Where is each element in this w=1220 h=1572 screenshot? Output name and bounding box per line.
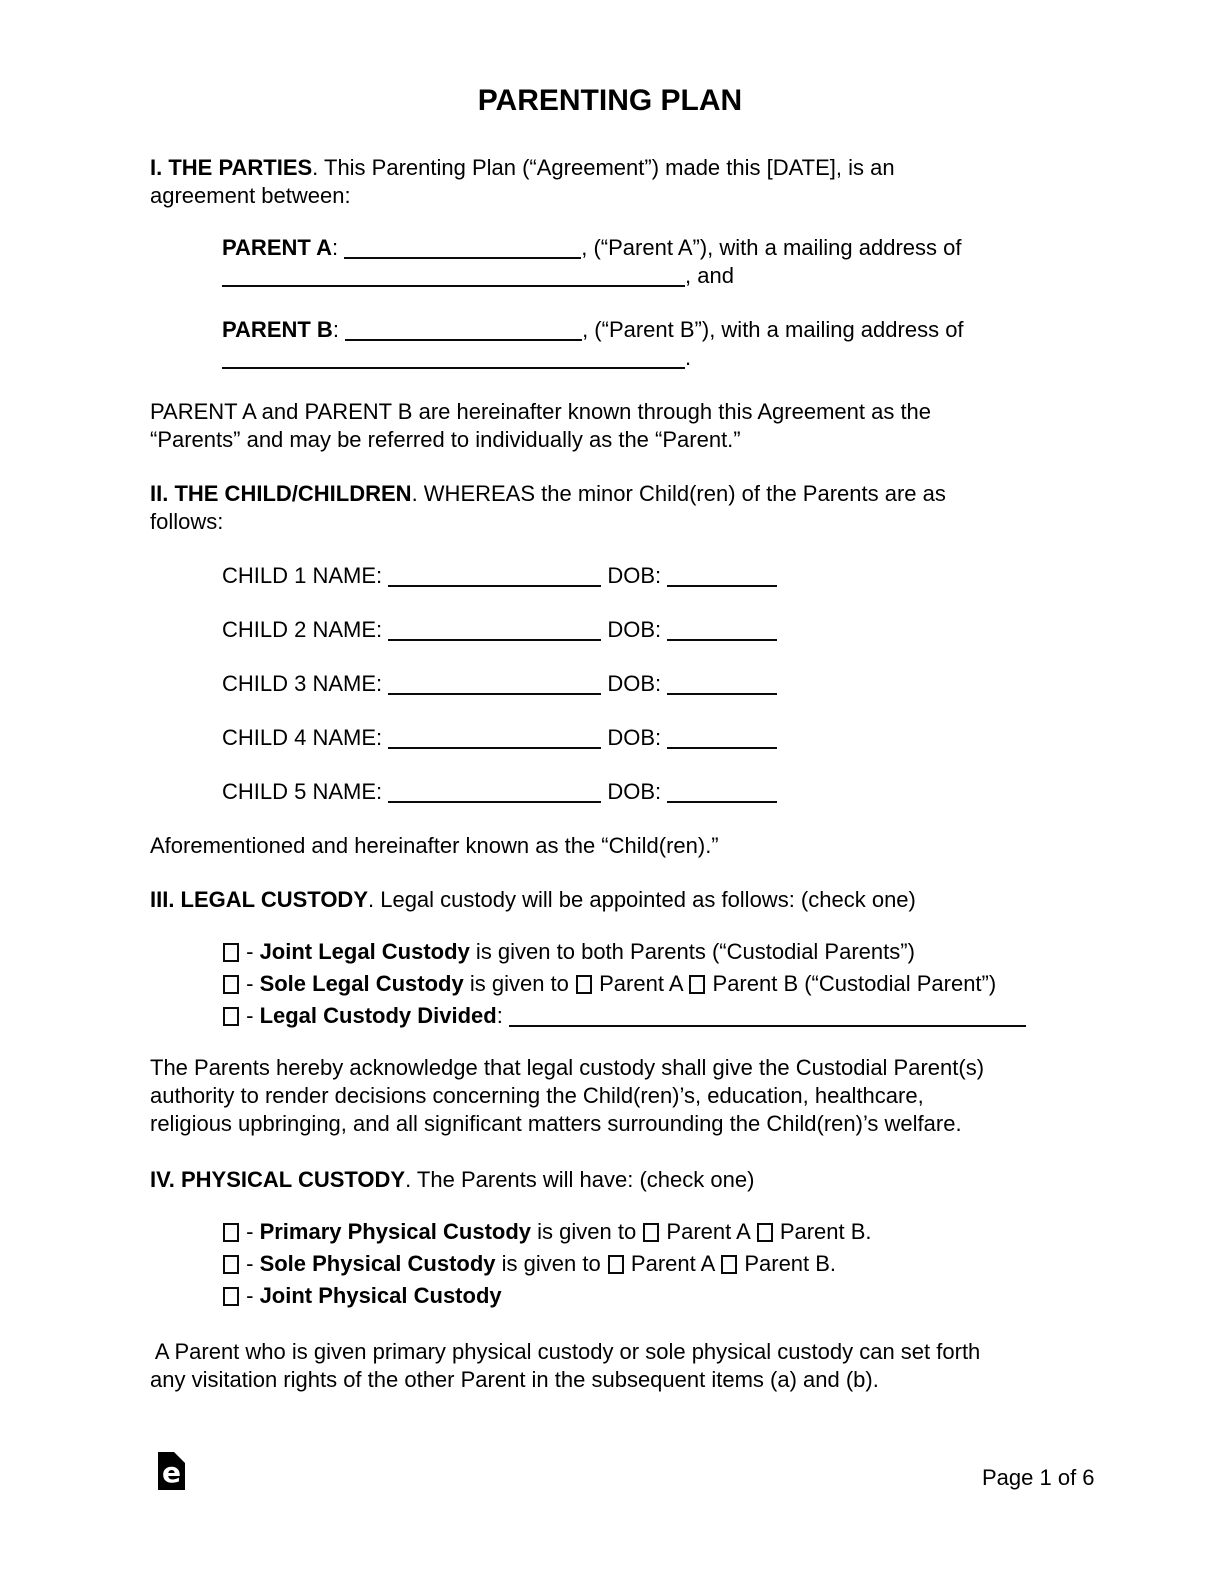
sole-physical-parent-a-checkbox[interactable] (608, 1255, 624, 1274)
child-4-dob-label: DOB: (601, 725, 668, 750)
child-2-name-label: CHILD 2 NAME: (222, 617, 389, 642)
parties-intro-text: . This Parenting Plan (“Agreement”) made this [DATE], is an (312, 155, 895, 180)
child-row-1 (222, 562, 1070, 590)
child-5-dob-label: DOB: (601, 779, 668, 804)
joint-physical-custody-label: Joint Physical Custody (259, 1283, 502, 1308)
parent-b-line1-text: , (“Parent B”), with a mailing address of (582, 317, 964, 342)
primary-physical-parent-b-checkbox[interactable] (757, 1223, 773, 1242)
legal-custody-divided-label: Legal Custody Divided (259, 1003, 497, 1028)
primary-physical-custody-label: Primary Physical Custody (259, 1219, 532, 1244)
physical-custody-note-line1: A Parent who is given primary physical custody or sole physical custody can set forth (150, 1339, 981, 1364)
legal-custody-option-sole (222, 968, 1070, 1000)
legal-custody-note-line2: authority to render decisions concerning the Child(ren)’s, education, healthcare, (150, 1083, 924, 1108)
child-row-5 (222, 778, 1070, 806)
children-heading: II. THE CHILD/CHILDREN (150, 481, 412, 506)
children-note-line: Aforementioned and hereinafter known as the “Child(ren).” (150, 833, 719, 858)
parties-intro-line2: agreement between: (150, 183, 351, 208)
dash-separator: - (240, 1003, 260, 1028)
child-list (150, 562, 1070, 806)
parent-a-address-blank[interactable] (222, 284, 685, 287)
dash-separator: - (240, 1251, 260, 1276)
legal-custody-note (150, 1054, 1070, 1138)
primary-physical-parent-a-text: Parent A (660, 1219, 756, 1244)
sole-physical-custody-label: Sole Physical Custody (259, 1251, 496, 1276)
child-row-4 (222, 724, 1070, 752)
parties-intro-line1 (150, 154, 1070, 182)
joint-legal-custody-text: is given to both Parents (“Custodial Parents”) (469, 939, 915, 964)
sole-physical-parent-a-text: Parent A (624, 1251, 721, 1276)
sole-physical-custody-checkbox[interactable] (223, 1255, 239, 1274)
physical-custody-heading: IV. PHYSICAL CUSTODY (150, 1167, 406, 1192)
physical-custody-option-primary (222, 1216, 1070, 1248)
child-2-name-blank[interactable] (388, 638, 601, 641)
parties-note-line2: “Parents” and may be referred to individually as the “Parent.” (150, 427, 741, 452)
primary-physical-parent-b-text: Parent B. (773, 1219, 872, 1244)
child-1-dob-blank[interactable] (667, 584, 777, 587)
child-1-name-label: CHILD 1 NAME: (222, 563, 389, 588)
child-3-dob-blank[interactable] (667, 692, 777, 695)
parent-b-block (222, 316, 1070, 372)
section-physical-custody-intro (150, 1166, 1070, 1194)
section-legal-custody-intro (150, 886, 1070, 914)
child-5-name-blank[interactable] (388, 800, 601, 803)
sole-legal-custody-label: Sole Legal Custody (259, 971, 464, 996)
child-5-name-label: CHILD 5 NAME: (222, 779, 389, 804)
parent-a-line2 (222, 262, 1070, 290)
child-4-dob-blank[interactable] (667, 746, 777, 749)
legal-custody-heading: III. LEGAL CUSTODY (150, 887, 368, 912)
child-2-dob-blank[interactable] (667, 638, 777, 641)
child-3-name-blank[interactable] (388, 692, 601, 695)
legal-custody-option-joint (222, 936, 1070, 968)
sole-legal-parent-a-checkbox[interactable] (576, 975, 592, 994)
dash-separator: - (240, 1283, 260, 1308)
legal-custody-intro-line (150, 886, 1070, 914)
physical-custody-option-joint (222, 1280, 1070, 1312)
joint-legal-custody-label: Joint Legal Custody (259, 939, 470, 964)
section-children-intro (150, 480, 1070, 536)
parent-a-block (222, 234, 1070, 290)
child-1-name-blank[interactable] (388, 584, 601, 587)
parent-a-line2-text: , and (685, 263, 734, 288)
parent-a-line1-text: , (“Parent A”), with a mailing address of (581, 235, 962, 260)
child-4-name-blank[interactable] (388, 746, 601, 749)
parent-b-label: PARENT B (222, 317, 333, 342)
legal-custody-note-line1: The Parents hereby acknowledge that legal custody shall give the Custodial Parent(s) (150, 1055, 985, 1080)
child-row-3 (222, 670, 1070, 698)
child-3-dob-label: DOB: (601, 671, 668, 696)
parent-b-line2 (222, 344, 1070, 372)
parent-b-colon: : (332, 317, 346, 342)
sole-legal-parent-b-text: Parent B (“Custodial Parent”) (706, 971, 997, 996)
sole-legal-parent-b-checkbox[interactable] (689, 975, 705, 994)
sole-physical-parent-b-text: Parent B. (738, 1251, 837, 1276)
primary-physical-parent-a-checkbox[interactable] (643, 1223, 659, 1242)
dash-separator: - (240, 939, 260, 964)
sole-legal-custody-text: is given to (463, 971, 575, 996)
children-intro-line2: follows: (150, 509, 224, 534)
sole-legal-custody-checkbox[interactable] (223, 975, 239, 994)
dash-separator: - (240, 1219, 260, 1244)
parent-a-name-blank[interactable] (344, 256, 581, 259)
parent-a-label: PARENT A (222, 235, 332, 260)
primary-physical-custody-text: is given to (531, 1219, 643, 1244)
joint-physical-custody-checkbox[interactable] (223, 1287, 239, 1306)
parent-b-line1 (222, 316, 1070, 344)
parties-note-line1: PARENT A and PARENT B are hereinafter known through this Agreement as the (150, 399, 932, 424)
child-row-2 (222, 616, 1070, 644)
parent-b-name-blank[interactable] (345, 338, 582, 341)
child-4-name-label: CHILD 4 NAME: (222, 725, 389, 750)
physical-custody-intro-line (150, 1166, 1070, 1194)
parent-b-address-blank[interactable] (222, 366, 685, 369)
primary-physical-custody-checkbox[interactable] (223, 1223, 239, 1242)
parties-note (150, 398, 1070, 454)
physical-custody-intro-text: . The Parents will have: (check one) (405, 1167, 755, 1192)
sole-physical-custody-text: is given to (495, 1251, 607, 1276)
parent-a-colon: : (332, 235, 345, 260)
child-1-dob-label: DOB: (601, 563, 668, 588)
legal-custody-divided-checkbox[interactable] (223, 1007, 239, 1026)
parties-heading: I. THE PARTIES (150, 155, 313, 180)
child-2-dob-label: DOB: (601, 617, 668, 642)
physical-custody-option-sole (222, 1248, 1070, 1280)
sole-physical-parent-b-checkbox[interactable] (721, 1255, 737, 1274)
sole-legal-parent-a-text: Parent A (593, 971, 689, 996)
children-intro-line1 (150, 480, 1070, 508)
child-3-name-label: CHILD 3 NAME: (222, 671, 389, 696)
physical-custody-options (222, 1216, 1070, 1312)
parent-b-line2-text: . (685, 345, 692, 370)
children-intro-text: . WHEREAS the minor Child(ren) of the Parents are as (411, 481, 946, 506)
legal-custody-divided-colon: : (496, 1003, 509, 1028)
page-title: PARENTING PLAN (477, 84, 743, 117)
dash-separator: - (240, 971, 260, 996)
physical-custody-note-line2: any visitation rights of the other Parent in the subsequent items (a) and (b). (150, 1367, 879, 1392)
legal-custody-options (222, 936, 1070, 1032)
physical-custody-note (150, 1338, 1070, 1394)
children-note (150, 832, 1070, 860)
parent-a-line1 (222, 234, 1070, 262)
joint-legal-custody-checkbox[interactable] (223, 943, 239, 962)
legal-custody-divided-blank[interactable] (509, 1024, 1026, 1027)
eforms-logo-icon (158, 1452, 185, 1490)
legal-custody-note-line3: religious upbringing, and all significant matters surrounding the Child(ren)’s welfare. (150, 1111, 962, 1136)
page-number: Page 1 of 6 (982, 1465, 1095, 1490)
legal-custody-intro-text: . Legal custody will be appointed as follows: (check one) (368, 887, 916, 912)
legal-custody-option-divided (222, 1000, 1070, 1032)
child-5-dob-blank[interactable] (667, 800, 777, 803)
logo-letter: e (162, 1456, 181, 1489)
section-parties-intro (150, 154, 1070, 210)
